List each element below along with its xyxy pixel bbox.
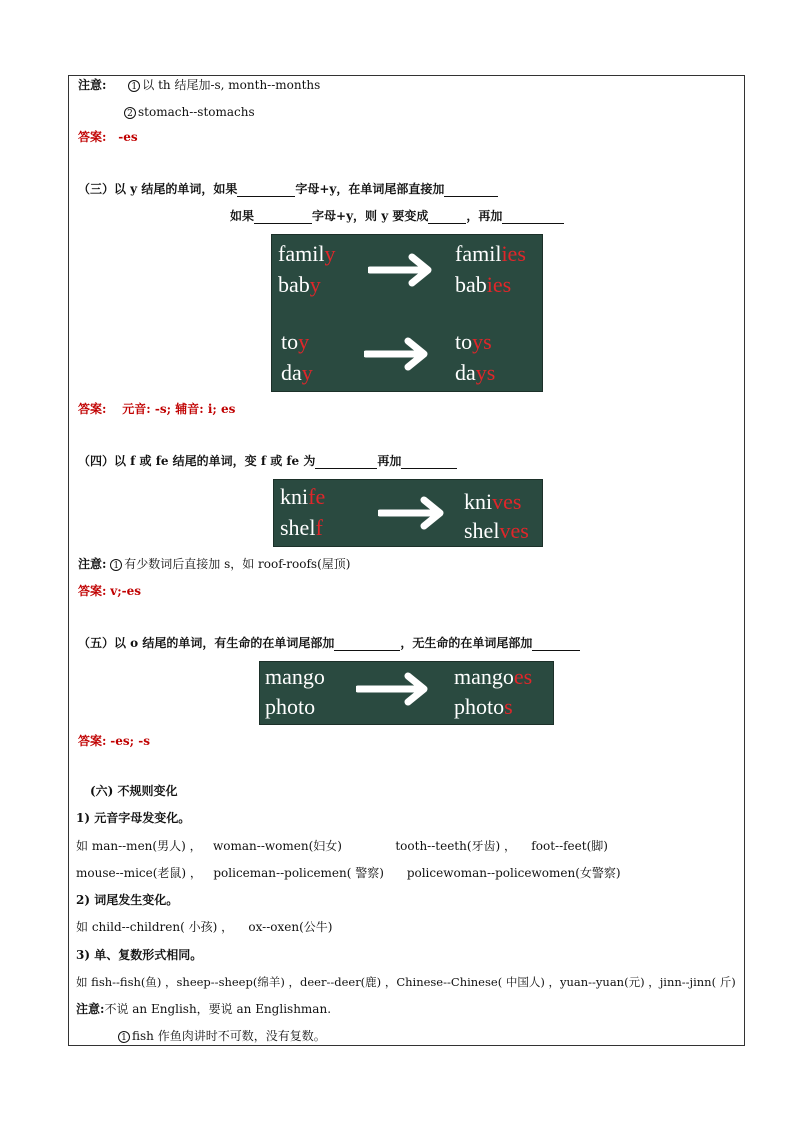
word-toys: toys (455, 329, 492, 354)
fill-blank (334, 638, 400, 651)
circled-number: 1 (110, 559, 122, 571)
f-plural-board (273, 479, 543, 547)
fill-blank (502, 211, 564, 224)
note1-line2 (124, 104, 255, 120)
word-knives: knives (464, 489, 522, 514)
fill-blank (315, 456, 377, 469)
right-arrow-icon (356, 672, 432, 706)
word-photos: photos (454, 694, 513, 719)
word-mangoes: mangoes (454, 664, 533, 689)
section5-text-b: ，无生命的在单词尾部加 (400, 636, 533, 650)
word-families: families (455, 241, 526, 266)
section6-heading-3: 3) 单、复数形式相同。 (76, 948, 203, 962)
section6-title: (六) 不规则变化 (90, 784, 178, 798)
fill-blank (401, 456, 457, 469)
fill-blank (428, 211, 466, 224)
fill-blank (254, 211, 312, 224)
section6-heading-1: 1) 元音字母发变化。 (76, 811, 191, 825)
section6-note-2 (118, 1028, 326, 1044)
note-text: 不说 an English，要说 an Englishman. (104, 1002, 332, 1016)
section5-text-a: （五）以 o 结尾的单词，有生命的在单词尾部加 (78, 636, 335, 650)
section4-text-a: （四）以 f 或 fe 结尾的单词，变 f 或 fe 为 (78, 454, 316, 468)
note1-label: 注意: (78, 78, 107, 92)
section3-text-c: 如果 (230, 209, 255, 223)
section4-line (78, 453, 457, 469)
section6-line-4: 如 fish--fish(鱼) ，sheep--sheep(绵羊) ，deer--deer(鹿) ，Chinese--Chinese( 中国人) ，yuan--yuan(元) ，jinn--jinn( 斤) (76, 975, 736, 989)
word-mango: mango (265, 664, 325, 689)
right-arrow-icon (364, 337, 432, 371)
fill-blank (532, 638, 580, 651)
section3-text-a: （三）以 y 结尾的单词，如果 (78, 182, 238, 196)
section5-line (78, 635, 580, 651)
circled-number: 1 (118, 1031, 130, 1043)
word-shelf: shelf (280, 515, 323, 540)
answer-label: 答案: (78, 130, 107, 144)
answer-label: 答案: (78, 734, 107, 748)
note1-item1: 以 th 结尾加-s, month--months (142, 78, 321, 92)
answer-text: -es; -s (110, 734, 150, 748)
answer-label: 答案: (78, 584, 107, 598)
section3-text-d: 字母+y，则 y 要变成 (312, 209, 429, 223)
note-text: 有少数词后直接加 s，如 roof-roofs(屋顶) (124, 557, 351, 571)
answer-text: 元音: -s; 辅音: i; es (122, 402, 236, 416)
word-toy: toy (281, 329, 310, 354)
note1-item2: stomach--stomachs (138, 105, 255, 119)
answer-label: 答案: (78, 402, 107, 416)
section6-heading-2: 2) 词尾发生变化。 (76, 893, 179, 907)
section4-answer (78, 583, 141, 599)
fill-blank (444, 184, 498, 197)
answer-text: -es (118, 130, 138, 144)
answer-text: v;-es (110, 584, 142, 598)
section3-text-e: ，再加 (466, 209, 503, 223)
note-text: fish 作鱼肉讲时不可数，没有复数。 (132, 1029, 326, 1043)
word-shelves: shelves (464, 518, 529, 543)
right-arrow-icon (368, 253, 436, 287)
note1-answer (78, 129, 138, 145)
word-day: day (281, 360, 313, 385)
section4-text-b: 再加 (377, 454, 402, 468)
note-label: 注意: (78, 557, 107, 571)
section6-line-1: 如 man--men(男人) ， woman--women(妇女) tooth--teeth(牙齿) ， foot--feet(脚) (76, 839, 608, 853)
section4-note (78, 556, 350, 572)
word-days: days (455, 360, 496, 385)
section3-line2 (230, 208, 564, 224)
section5-answer (78, 733, 150, 749)
note1-line1 (78, 77, 320, 93)
circled-number: 2 (124, 107, 136, 119)
circled-number: 1 (128, 80, 140, 92)
y-plural-board (271, 234, 543, 392)
fill-blank (237, 184, 295, 197)
section6-note (76, 1001, 331, 1017)
o-plural-board (259, 661, 554, 725)
word-babies: babies (455, 272, 512, 297)
right-arrow-icon (378, 496, 448, 530)
note-label: 注意: (76, 1002, 105, 1016)
section3-answer (78, 401, 235, 417)
section3-text-b: 字母+y，在单词尾部直接加 (295, 182, 445, 196)
word-baby: baby (278, 272, 321, 297)
word-knife: knife (280, 484, 326, 509)
word-family: family (278, 241, 336, 266)
word-photo: photo (265, 694, 316, 719)
section3-line1 (78, 181, 498, 197)
section6-line-3: 如 child--children( 小孩) ， ox--oxen(公牛) (76, 920, 333, 934)
section6-line-2: mouse--mice(老鼠) ， policeman--policemen( 警察) policewoman--policewomen(女警察) (76, 866, 621, 880)
